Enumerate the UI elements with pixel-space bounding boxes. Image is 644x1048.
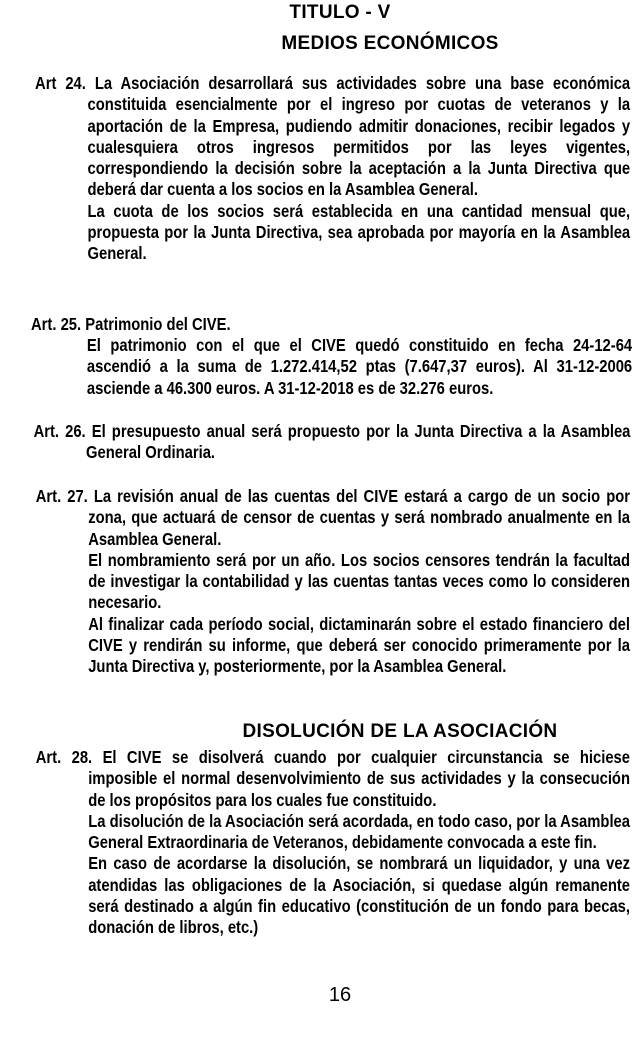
article-28-paragraph-2: La disolución de la Asociación será acordada, en todo caso, por la Asamblea General Extraordinaria de Veteranos, debidamente convocada a este fin. [88,810,630,853]
article-25-heading [31,314,231,335]
page-number: 16 [328,984,352,1006]
article-24 [29,73,630,265]
article-27 [28,486,630,678]
article-27-paragraph-2: El nombramiento será por un año. Los socios censores tendrán la facultad de investigar la contabilidad y las cuentas tantas veces como lo consideren necesario. [88,549,630,613]
article-25-number: Art. 25. [31,314,82,334]
article-24-number: Art 24. [35,73,86,93]
article-25-title: Patrimonio del CIVE. [85,314,231,334]
section-heading-medios: MEDIOS ECONÓMICOS [281,33,499,54]
article-28-paragraph-1 [35,747,630,811]
article-24-paragraph-2: La cuota de los socios será establecida en una cantidad mensual que, propuesta por la Junta Directiva, sea aprobada por mayoría en la Asamblea General. [87,200,631,264]
title-heading: TITULO - V [289,2,391,23]
article-26-paragraph-1 [33,421,631,464]
article-24-paragraph-1 [35,73,631,201]
article-28 [28,747,630,939]
article-26-number: Art. 26. [33,421,86,441]
section-heading-disolucion: DISOLUCIÓN DE LA ASOCIACIÓN [242,721,558,742]
article-25 [31,335,632,399]
article-27-text-1: La revisión anual de las cuentas del CIVE estará a cargo de un socio por zona, que actuará de censor de cuentas y será nombrado anualmente en la Asamblea General. [88,486,630,549]
article-28-paragraph-3: En caso de acordarse la disolución, se nombrará un liquidador, y una vez atendidas las obligaciones de la Asociación, si quedase algún remanente será destinado a algún fin educativo (constitución de un fondo para becas, donación de libros, etc.) [88,853,630,938]
article-25-paragraph-1: El patrimonio con el que el CIVE quedó constituido en fecha 24-12-64 ascendió a la suma de 1.272.414,52 ptas (7.647,37 euros). Al 31-12-2006 asciende a 46.300 euros. A 31-12-2018 es de 32.276 euros. [86,335,633,398]
article-28-number: Art. 28. [35,747,93,767]
article-26 [31,421,630,464]
article-27-paragraph-3: Al finalizar cada período social, dictaminarán sobre el estado financiero del CIVE y rendirán su informe, que deberá ser conocido primeramente por la Junta Directiva y, posteriormente, por la Asamblea General. [88,613,630,677]
article-24-text-1: La Asociación desarrollará sus actividades sobre una base económica constituida esencialmente por el ingreso por cuotas de veteranos y la aportación de la Empresa, pudiendo admitir donaciones, recibir legados y cualesquiera otros ingresos permitidos por las leyes vigentes, correspondiendo la decisión sobre la aceptación a la Junta Directiva que deberá dar cuenta a los socios en la Asamblea General. [87,73,631,200]
article-28-text-1: El CIVE se disolverá cuando por cualquier circunstancia se hiciese imposible el normal desenvolvimiento de sus actividades y la consecución de los propósitos para los cuales fue constituido. [88,747,630,810]
article-26-text-1: El presupuesto anual será propuesto por la Junta Directiva a la Asamblea General Ordinaria. [86,421,631,463]
article-27-number: Art. 27. [35,486,88,506]
article-27-paragraph-1 [35,486,630,550]
